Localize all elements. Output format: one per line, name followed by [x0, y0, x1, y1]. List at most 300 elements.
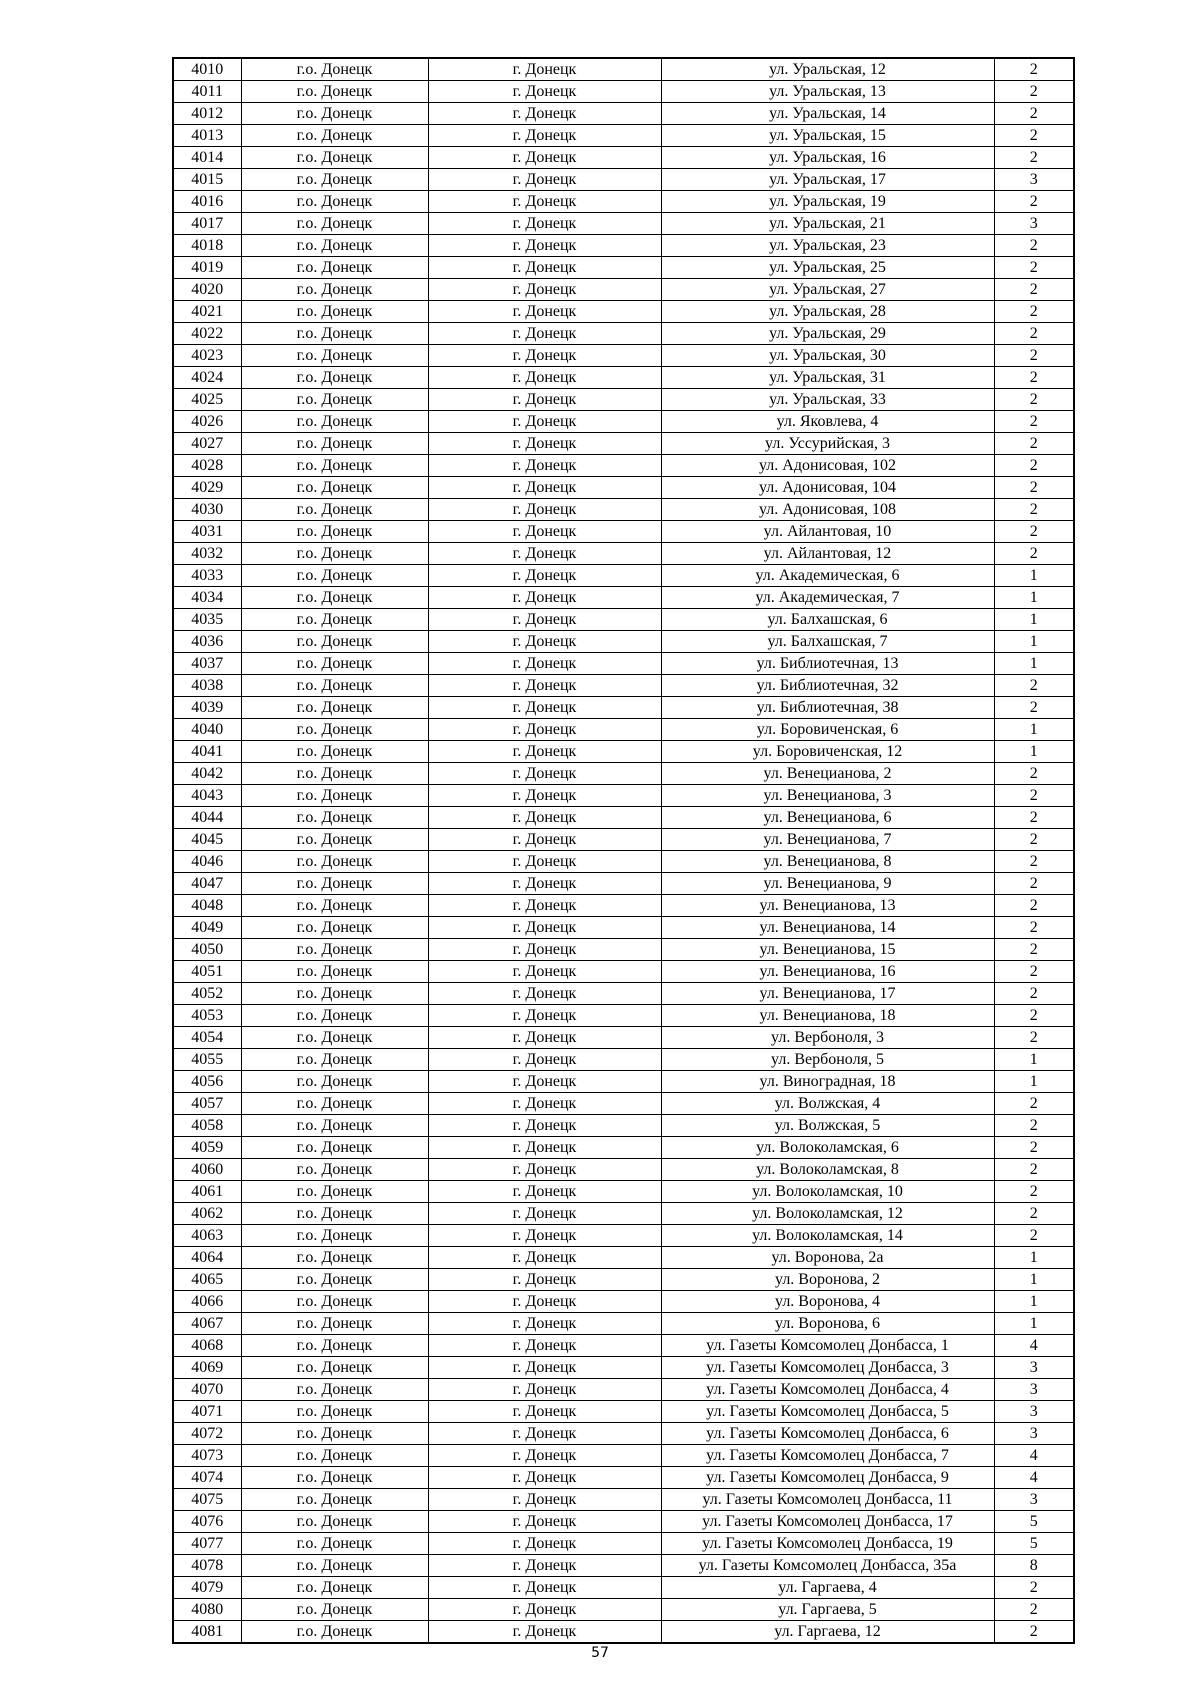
- table-row: [173, 1357, 1074, 1379]
- district-cell: г.о. Донецк: [241, 455, 428, 477]
- count-cell: 1: [994, 1313, 1074, 1335]
- table-row: [173, 1115, 1074, 1137]
- district-cell: г.о. Донецк: [241, 1049, 428, 1071]
- count-cell: 2: [994, 895, 1074, 917]
- address-cell: ул. Газеты Комсомолец Донбасса, 17: [661, 1511, 994, 1533]
- address-cell: ул. Уральская, 15: [661, 125, 994, 147]
- table-row: [173, 1071, 1074, 1093]
- table-row: [173, 1511, 1074, 1533]
- count-cell: 3: [994, 213, 1074, 235]
- table-row: [173, 1335, 1074, 1357]
- address-cell: ул. Венецианова, 6: [661, 807, 994, 829]
- table-row: [173, 1203, 1074, 1225]
- table-row: [173, 565, 1074, 587]
- city-cell: г. Донецк: [428, 1401, 661, 1423]
- district-cell: г.о. Донецк: [241, 1533, 428, 1555]
- district-cell: г.о. Донецк: [241, 1401, 428, 1423]
- city-cell: г. Донецк: [428, 125, 661, 147]
- district-cell: г.о. Донецк: [241, 543, 428, 565]
- row-number-cell: 4015: [173, 169, 241, 191]
- count-cell: 2: [994, 763, 1074, 785]
- row-number-cell: 4037: [173, 653, 241, 675]
- row-number-cell: 4079: [173, 1577, 241, 1599]
- table-row: [173, 1049, 1074, 1071]
- table-row: [173, 829, 1074, 851]
- table-row: [173, 785, 1074, 807]
- count-cell: 1: [994, 1071, 1074, 1093]
- district-cell: г.о. Донецк: [241, 1071, 428, 1093]
- city-cell: г. Донецк: [428, 895, 661, 917]
- row-number-cell: 4025: [173, 389, 241, 411]
- city-cell: г. Донецк: [428, 433, 661, 455]
- address-cell: ул. Газеты Комсомолец Донбасса, 7: [661, 1445, 994, 1467]
- district-cell: г.о. Донецк: [241, 1093, 428, 1115]
- row-number-cell: 4074: [173, 1467, 241, 1489]
- city-cell: г. Донецк: [428, 455, 661, 477]
- table-row: [173, 1093, 1074, 1115]
- row-number-cell: 4012: [173, 103, 241, 125]
- count-cell: 1: [994, 631, 1074, 653]
- row-number-cell: 4057: [173, 1093, 241, 1115]
- row-number-cell: 4064: [173, 1247, 241, 1269]
- city-cell: г. Донецк: [428, 675, 661, 697]
- district-cell: г.о. Донецк: [241, 1247, 428, 1269]
- count-cell: 2: [994, 345, 1074, 367]
- address-cell: ул. Уральская, 25: [661, 257, 994, 279]
- address-cell: ул. Воронова, 2: [661, 1269, 994, 1291]
- address-cell: ул. Уральская, 13: [661, 81, 994, 103]
- count-cell: 2: [994, 675, 1074, 697]
- table-row: [173, 741, 1074, 763]
- address-cell: ул. Газеты Комсомолец Донбасса, 3: [661, 1357, 994, 1379]
- city-cell: г. Донецк: [428, 829, 661, 851]
- district-cell: г.о. Донецк: [241, 1005, 428, 1027]
- table-row: [173, 873, 1074, 895]
- district-cell: г.о. Донецк: [241, 147, 428, 169]
- row-number-cell: 4078: [173, 1555, 241, 1577]
- table-row: [173, 1379, 1074, 1401]
- row-number-cell: 4031: [173, 521, 241, 543]
- district-cell: г.о. Донецк: [241, 103, 428, 125]
- count-cell: 3: [994, 1423, 1074, 1445]
- address-cell: ул. Виноградная, 18: [661, 1071, 994, 1093]
- address-cell: ул. Уральская, 30: [661, 345, 994, 367]
- city-cell: г. Донецк: [428, 1137, 661, 1159]
- table-row: [173, 1445, 1074, 1467]
- row-number-cell: 4027: [173, 433, 241, 455]
- address-cell: ул. Газеты Комсомолец Донбасса, 11: [661, 1489, 994, 1511]
- row-number-cell: 4053: [173, 1005, 241, 1027]
- district-cell: г.о. Донецк: [241, 719, 428, 741]
- city-cell: г. Донецк: [428, 58, 661, 81]
- city-cell: г. Донецк: [428, 1269, 661, 1291]
- row-number-cell: 4058: [173, 1115, 241, 1137]
- row-number-cell: 4075: [173, 1489, 241, 1511]
- district-cell: г.о. Донецк: [241, 917, 428, 939]
- city-cell: г. Донецк: [428, 191, 661, 213]
- table-row: [173, 917, 1074, 939]
- count-cell: 2: [994, 521, 1074, 543]
- city-cell: г. Донецк: [428, 873, 661, 895]
- district-cell: г.о. Донецк: [241, 389, 428, 411]
- district-cell: г.о. Донецк: [241, 1357, 428, 1379]
- city-cell: г. Донецк: [428, 1555, 661, 1577]
- address-cell: ул. Газеты Комсомолец Донбасса, 4: [661, 1379, 994, 1401]
- table-row: [173, 895, 1074, 917]
- count-cell: 2: [994, 807, 1074, 829]
- row-number-cell: 4062: [173, 1203, 241, 1225]
- table-row: [173, 1159, 1074, 1181]
- city-cell: г. Донецк: [428, 939, 661, 961]
- address-cell: ул. Уральская, 12: [661, 58, 994, 81]
- row-number-cell: 4072: [173, 1423, 241, 1445]
- count-cell: 1: [994, 653, 1074, 675]
- row-number-cell: 4046: [173, 851, 241, 873]
- count-cell: 2: [994, 1203, 1074, 1225]
- district-cell: г.о. Донецк: [241, 1489, 428, 1511]
- count-cell: 2: [994, 1159, 1074, 1181]
- district-cell: г.о. Донецк: [241, 609, 428, 631]
- address-cell: ул. Уральская, 23: [661, 235, 994, 257]
- count-cell: 3: [994, 169, 1074, 191]
- city-cell: г. Донецк: [428, 1115, 661, 1137]
- count-cell: 2: [994, 1225, 1074, 1247]
- table-row: [173, 1599, 1074, 1621]
- address-cell: ул. Адонисовая, 104: [661, 477, 994, 499]
- city-cell: г. Донецк: [428, 301, 661, 323]
- row-number-cell: 4065: [173, 1269, 241, 1291]
- city-cell: г. Донецк: [428, 1159, 661, 1181]
- city-cell: г. Донецк: [428, 1489, 661, 1511]
- row-number-cell: 4068: [173, 1335, 241, 1357]
- district-cell: г.о. Донецк: [241, 1621, 428, 1644]
- district-cell: г.о. Донецк: [241, 367, 428, 389]
- count-cell: 2: [994, 1621, 1074, 1644]
- address-cell: ул. Уральская, 31: [661, 367, 994, 389]
- count-cell: 2: [994, 1599, 1074, 1621]
- table-row: [173, 191, 1074, 213]
- city-cell: г. Донецк: [428, 1071, 661, 1093]
- count-cell: 1: [994, 719, 1074, 741]
- count-cell: 2: [994, 1093, 1074, 1115]
- count-cell: 5: [994, 1511, 1074, 1533]
- table-row: [173, 1555, 1074, 1577]
- table-row: [173, 653, 1074, 675]
- table-row: [173, 213, 1074, 235]
- count-cell: 3: [994, 1401, 1074, 1423]
- count-cell: 2: [994, 455, 1074, 477]
- table-row: [173, 169, 1074, 191]
- address-cell: ул. Уссурийская, 3: [661, 433, 994, 455]
- city-cell: г. Донецк: [428, 1225, 661, 1247]
- address-cell: ул. Балхашская, 6: [661, 609, 994, 631]
- count-cell: 2: [994, 81, 1074, 103]
- table-row: [173, 433, 1074, 455]
- city-cell: г. Донецк: [428, 983, 661, 1005]
- table-row: [173, 235, 1074, 257]
- table-row: [173, 851, 1074, 873]
- district-cell: г.о. Донецк: [241, 895, 428, 917]
- address-cell: ул. Венецианова, 8: [661, 851, 994, 873]
- row-number-cell: 4049: [173, 917, 241, 939]
- district-cell: г.о. Донецк: [241, 565, 428, 587]
- district-cell: г.о. Донецк: [241, 477, 428, 499]
- district-cell: г.о. Донецк: [241, 1555, 428, 1577]
- city-cell: г. Донецк: [428, 1357, 661, 1379]
- row-number-cell: 4067: [173, 1313, 241, 1335]
- row-number-cell: 4010: [173, 58, 241, 81]
- table-row: [173, 587, 1074, 609]
- address-cell: ул. Боровиченская, 12: [661, 741, 994, 763]
- table-row: [173, 1005, 1074, 1027]
- row-number-cell: 4028: [173, 455, 241, 477]
- row-number-cell: 4063: [173, 1225, 241, 1247]
- row-number-cell: 4066: [173, 1291, 241, 1313]
- city-cell: г. Донецк: [428, 1445, 661, 1467]
- address-cell: ул. Академическая, 6: [661, 565, 994, 587]
- address-cell: ул. Гаргаева, 4: [661, 1577, 994, 1599]
- address-cell: ул. Волоколамская, 12: [661, 1203, 994, 1225]
- table-row: [173, 1291, 1074, 1313]
- row-number-cell: 4061: [173, 1181, 241, 1203]
- address-cell: ул. Волоколамская, 6: [661, 1137, 994, 1159]
- count-cell: 2: [994, 58, 1074, 81]
- row-number-cell: 4021: [173, 301, 241, 323]
- address-cell: ул. Библиотечная, 38: [661, 697, 994, 719]
- district-cell: г.о. Донецк: [241, 213, 428, 235]
- district-cell: г.о. Донецк: [241, 939, 428, 961]
- city-cell: г. Донецк: [428, 719, 661, 741]
- count-cell: 2: [994, 477, 1074, 499]
- table-row: [173, 499, 1074, 521]
- count-cell: 2: [994, 1005, 1074, 1027]
- district-cell: г.о. Донецк: [241, 741, 428, 763]
- address-cell: ул. Уральская, 17: [661, 169, 994, 191]
- city-cell: г. Донецк: [428, 367, 661, 389]
- district-cell: г.о. Донецк: [241, 169, 428, 191]
- district-cell: г.о. Донецк: [241, 587, 428, 609]
- count-cell: 2: [994, 829, 1074, 851]
- address-cell: ул. Волжская, 4: [661, 1093, 994, 1115]
- address-cell: ул. Волоколамская, 14: [661, 1225, 994, 1247]
- district-cell: г.о. Донецк: [241, 433, 428, 455]
- district-cell: г.о. Донецк: [241, 785, 428, 807]
- district-cell: г.о. Донецк: [241, 873, 428, 895]
- table-row: [173, 1181, 1074, 1203]
- row-number-cell: 4051: [173, 961, 241, 983]
- address-cell: ул. Боровиченская, 6: [661, 719, 994, 741]
- city-cell: г. Донецк: [428, 323, 661, 345]
- district-cell: г.о. Донецк: [241, 807, 428, 829]
- city-cell: г. Донецк: [428, 477, 661, 499]
- count-cell: 3: [994, 1357, 1074, 1379]
- count-cell: 2: [994, 279, 1074, 301]
- district-cell: г.о. Донецк: [241, 1159, 428, 1181]
- count-cell: 2: [994, 697, 1074, 719]
- row-number-cell: 4076: [173, 1511, 241, 1533]
- district-cell: г.о. Донецк: [241, 499, 428, 521]
- table-row: [173, 81, 1074, 103]
- table-row: [173, 1577, 1074, 1599]
- row-number-cell: 4070: [173, 1379, 241, 1401]
- table-row: [173, 1621, 1074, 1644]
- row-number-cell: 4043: [173, 785, 241, 807]
- row-number-cell: 4022: [173, 323, 241, 345]
- row-number-cell: 4026: [173, 411, 241, 433]
- table-row: [173, 58, 1074, 81]
- table-row: [173, 323, 1074, 345]
- address-cell: ул. Волоколамская, 8: [661, 1159, 994, 1181]
- row-number-cell: 4052: [173, 983, 241, 1005]
- table-row: [173, 983, 1074, 1005]
- row-number-cell: 4048: [173, 895, 241, 917]
- district-cell: г.о. Донецк: [241, 345, 428, 367]
- address-cell: ул. Уральская, 28: [661, 301, 994, 323]
- count-cell: 1: [994, 1247, 1074, 1269]
- city-cell: г. Донецк: [428, 763, 661, 785]
- count-cell: 2: [994, 939, 1074, 961]
- district-cell: г.о. Донецк: [241, 301, 428, 323]
- row-number-cell: 4039: [173, 697, 241, 719]
- count-cell: 4: [994, 1445, 1074, 1467]
- count-cell: 2: [994, 1027, 1074, 1049]
- count-cell: 2: [994, 499, 1074, 521]
- address-cell: ул. Библиотечная, 13: [661, 653, 994, 675]
- table-row: [173, 961, 1074, 983]
- table-row: [173, 763, 1074, 785]
- city-cell: г. Донецк: [428, 1181, 661, 1203]
- city-cell: г. Донецк: [428, 1093, 661, 1115]
- address-cell: ул. Венецианова, 3: [661, 785, 994, 807]
- address-cell: ул. Уральская, 14: [661, 103, 994, 125]
- count-cell: 4: [994, 1335, 1074, 1357]
- row-number-cell: 4013: [173, 125, 241, 147]
- district-cell: г.о. Донецк: [241, 235, 428, 257]
- district-cell: г.о. Донецк: [241, 58, 428, 81]
- address-cell: ул. Гаргаева, 5: [661, 1599, 994, 1621]
- table-row: [173, 345, 1074, 367]
- city-cell: г. Донецк: [428, 279, 661, 301]
- district-cell: г.о. Донецк: [241, 81, 428, 103]
- row-number-cell: 4014: [173, 147, 241, 169]
- city-cell: г. Донецк: [428, 521, 661, 543]
- count-cell: 2: [994, 961, 1074, 983]
- city-cell: г. Донецк: [428, 1577, 661, 1599]
- district-cell: г.о. Донецк: [241, 411, 428, 433]
- table-row: [173, 521, 1074, 543]
- city-cell: г. Донецк: [428, 697, 661, 719]
- address-cell: ул. Вербоноля, 3: [661, 1027, 994, 1049]
- row-number-cell: 4035: [173, 609, 241, 631]
- city-cell: г. Донецк: [428, 587, 661, 609]
- row-number-cell: 4024: [173, 367, 241, 389]
- city-cell: г. Донецк: [428, 389, 661, 411]
- city-cell: г. Донецк: [428, 235, 661, 257]
- city-cell: г. Донецк: [428, 631, 661, 653]
- district-cell: г.о. Донецк: [241, 257, 428, 279]
- row-number-cell: 4044: [173, 807, 241, 829]
- count-cell: 1: [994, 609, 1074, 631]
- district-cell: г.о. Донецк: [241, 521, 428, 543]
- row-number-cell: 4059: [173, 1137, 241, 1159]
- address-cell: ул. Венецианова, 17: [661, 983, 994, 1005]
- row-number-cell: 4032: [173, 543, 241, 565]
- count-cell: 8: [994, 1555, 1074, 1577]
- city-cell: г. Донецк: [428, 741, 661, 763]
- table-row: [173, 257, 1074, 279]
- table-row: [173, 455, 1074, 477]
- table-row: [173, 719, 1074, 741]
- count-cell: 1: [994, 587, 1074, 609]
- city-cell: г. Донецк: [428, 785, 661, 807]
- city-cell: г. Донецк: [428, 961, 661, 983]
- address-cell: ул. Венецианова, 16: [661, 961, 994, 983]
- count-cell: 2: [994, 1115, 1074, 1137]
- row-number-cell: 4054: [173, 1027, 241, 1049]
- address-cell: ул. Уральская, 21: [661, 213, 994, 235]
- count-cell: 2: [994, 917, 1074, 939]
- row-number-cell: 4047: [173, 873, 241, 895]
- page-number: 57: [591, 1645, 609, 1661]
- table-row: [173, 1137, 1074, 1159]
- address-cell: ул. Венецианова, 18: [661, 1005, 994, 1027]
- address-table: [172, 57, 1075, 1644]
- table-row: [173, 103, 1074, 125]
- address-cell: ул. Волжская, 5: [661, 1115, 994, 1137]
- table-row: [173, 411, 1074, 433]
- row-number-cell: 4038: [173, 675, 241, 697]
- city-cell: г. Донецк: [428, 1335, 661, 1357]
- address-cell: ул. Балхашская, 7: [661, 631, 994, 653]
- district-cell: г.о. Донецк: [241, 1467, 428, 1489]
- city-cell: г. Донецк: [428, 81, 661, 103]
- count-cell: 2: [994, 367, 1074, 389]
- address-cell: ул. Венецианова, 13: [661, 895, 994, 917]
- address-cell: ул. Газеты Комсомолец Донбасса, 6: [661, 1423, 994, 1445]
- count-cell: 4: [994, 1467, 1074, 1489]
- district-cell: г.о. Донецк: [241, 1577, 428, 1599]
- city-cell: г. Донецк: [428, 411, 661, 433]
- count-cell: 1: [994, 565, 1074, 587]
- count-cell: 1: [994, 741, 1074, 763]
- address-cell: ул. Уральская, 29: [661, 323, 994, 345]
- row-number-cell: 4060: [173, 1159, 241, 1181]
- address-cell: ул. Газеты Комсомолец Донбасса, 9: [661, 1467, 994, 1489]
- row-number-cell: 4041: [173, 741, 241, 763]
- count-cell: 2: [994, 191, 1074, 213]
- table-row: [173, 477, 1074, 499]
- city-cell: г. Донецк: [428, 1291, 661, 1313]
- address-cell: ул. Уральская, 33: [661, 389, 994, 411]
- count-cell: 2: [994, 785, 1074, 807]
- district-cell: г.о. Донецк: [241, 1445, 428, 1467]
- district-cell: г.о. Донецк: [241, 1027, 428, 1049]
- table-row: [173, 807, 1074, 829]
- district-cell: г.о. Донецк: [241, 1137, 428, 1159]
- count-cell: 3: [994, 1379, 1074, 1401]
- city-cell: г. Донецк: [428, 257, 661, 279]
- row-number-cell: 4011: [173, 81, 241, 103]
- address-cell: ул. Вербоноля, 5: [661, 1049, 994, 1071]
- address-cell: ул. Венецианова, 15: [661, 939, 994, 961]
- address-cell: ул. Венецианова, 14: [661, 917, 994, 939]
- district-cell: г.о. Донецк: [241, 1423, 428, 1445]
- district-cell: г.о. Донецк: [241, 323, 428, 345]
- row-number-cell: 4069: [173, 1357, 241, 1379]
- table-body: [173, 58, 1074, 1643]
- count-cell: 1: [994, 1049, 1074, 1071]
- address-cell: ул. Академическая, 7: [661, 587, 994, 609]
